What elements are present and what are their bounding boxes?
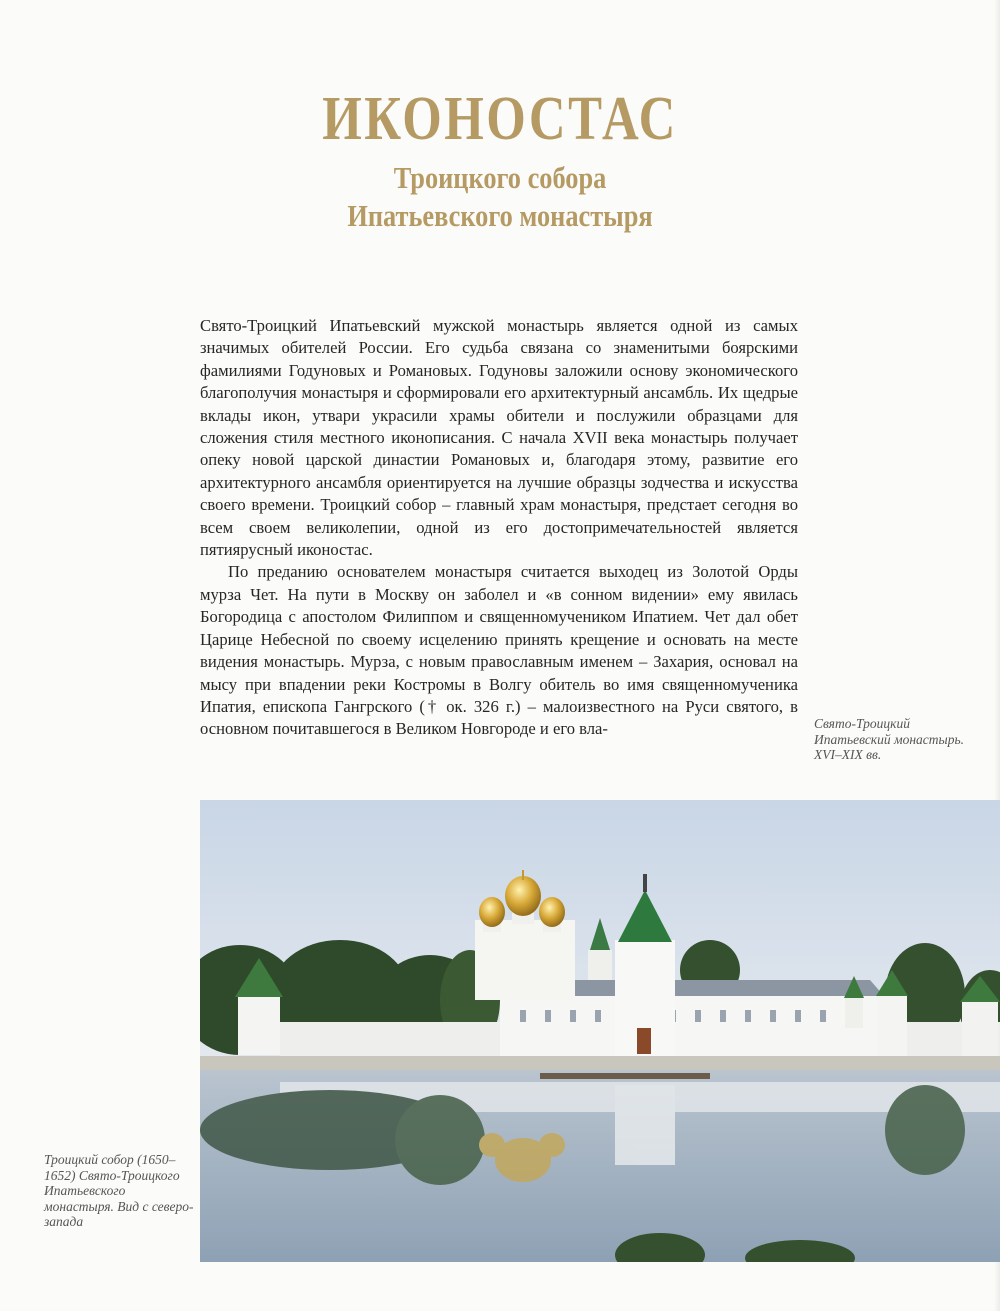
paragraph-1: Свято-Троицкий Ипатьевский мужской монастырь является одной из самых значимых обителей России. Его судьба связана со знаменитыми боярскими фамилиями Годуновых и Романовых. Годуновы заложили основу экономического благополучия монастыря и сформировали его архитектурный ансамбль. Их щедрые вклады икон, утвари украсили храмы обители и послужили образцами для сложения стиля местного иконописания. С начала XVII века монастырь получает опеку новой царской династии Романовых и, благодаря этому, развитие его архитектурного ансамбля ориентируется на лучшие образцы зодчества и искусства своего времени. Троицкий собор – главный храм монастыря, предстает сегодня во всем своем великолепии, одной из его достопримечательностей является пятиярусный иконостас. [200,316,798,560]
monastery-photo [200,800,1000,1262]
page-subtitle-line2: Ипатьевского монастыря [347,198,653,233]
paragraph-2: По преданию основателем монастыря считается выходец из Золотой Орды мурза Чет. На пути в Москву он заболел и «в сонном видении» ему явилась Богородица с апостолом Филиппом и священномучеником Ипатием. Чет дал обет Царице Небесной по своему исцелению принять крещение и основать на месте видения монастырь. Мурза, с новым православным именем – Захария, основал на мысу при впадении реки Костромы в Волгу обитель во имя священномученика Ипатия, епископа Гангрского († ок. 326 г.) – малоизвестного на Руси святого, в основном почитавшегося в Великом Новгороде и его вла- [200,562,798,739]
page-subtitle-line1: Троицкого собора [393,160,607,195]
caption-cathedral: Троицкий собор (1650–1652) Свято-Троицкого Ипатьевского монастыря. Вид с северо-запада [44,1152,194,1229]
embankment [200,1056,1000,1070]
page-title: ИКОНОСТАС [322,85,678,153]
article-body [200,315,798,741]
caption-monastery: Свято-Троицкий Ипатьевский монастырь. XVI–XIX вв. [814,716,964,762]
